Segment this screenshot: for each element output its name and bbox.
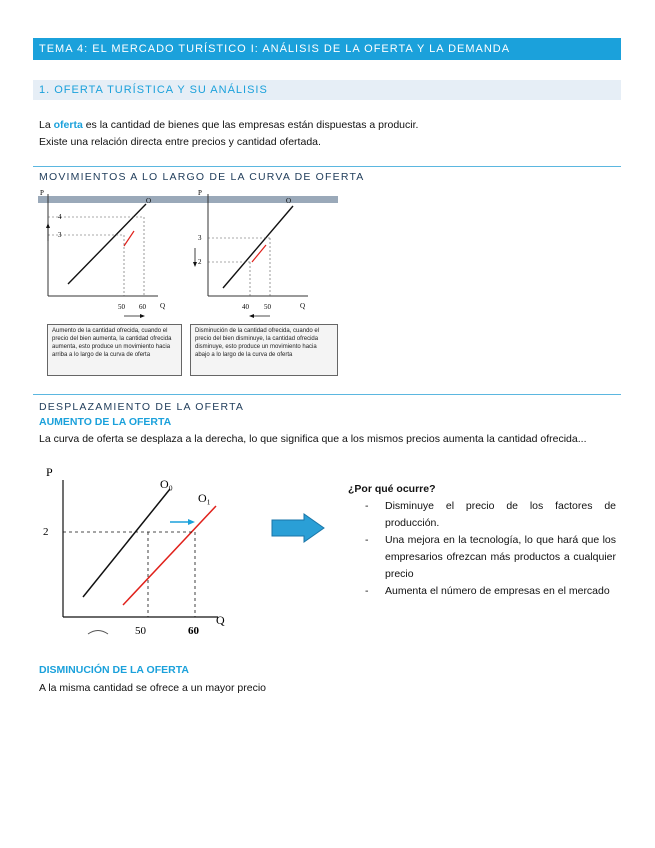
intro-paragraph-2: Existe una relación directa entre precios y cantidad ofertada. (39, 136, 321, 148)
left-movement-segment (124, 231, 134, 246)
why-list (362, 498, 616, 600)
shift-qty0-label: 50 (135, 625, 146, 637)
intro-paragraph-1 (39, 118, 418, 132)
movement-charts (38, 186, 340, 326)
left-supply-curve (68, 204, 146, 284)
left-qty-high: 60 (139, 303, 146, 311)
increase-text: La curva de oferta se desplaza a la derecha, lo que significa que a los mismos precios aumenta la cantidad ofrecida... (39, 433, 587, 445)
bullet-dash: - (365, 534, 369, 546)
why-item-text: Disminuye el precio de los factores de producción. (385, 500, 616, 529)
intro-text-end: es la cantidad de bienes que las empresas están dispuestas a producir. (82, 119, 419, 131)
left-y-axis-label: P (40, 189, 44, 197)
left-supply-chart (40, 189, 165, 318)
topic-title: TEMA 4: EL MERCADO TURÍSTICO I: ANÁLISIS DE LA OFERTA Y LA DEMANDA (39, 43, 511, 55)
shift-x-axis-label: Q (216, 613, 225, 627)
list-item (362, 532, 616, 583)
divider (33, 394, 621, 395)
section-title: 1. OFERTA TURÍSTICA Y SU ANÁLISIS (39, 84, 268, 96)
right-arrow-icon (270, 513, 326, 543)
decrease-title: DISMINUCIÓN DE LA OFERTA (39, 664, 189, 676)
supply-shift-chart (38, 462, 238, 642)
shift-heading: DESPLAZAMIENTO DE LA OFERTA (39, 401, 245, 413)
right-price-low: 2 (198, 258, 202, 266)
left-price-low: 3 (58, 231, 62, 239)
right-qty-low: 40 (242, 303, 249, 311)
right-chart-caption: Disminución de la cantidad ofrecida, cuando el precio del bien disminuye, la cantidad ofrecida disminuye, esto produce un movimiento hacia abajo a lo largo de la curva de oferta (190, 324, 338, 376)
bullet-dash: - (365, 585, 369, 597)
section-heading-bar (33, 80, 621, 100)
curve-o0-label: O₀ (160, 477, 173, 491)
bullet-dash: - (365, 500, 369, 512)
left-curve-label: O (146, 197, 152, 205)
supply-curve-o1 (123, 506, 216, 605)
right-y-axis-label: P (198, 189, 202, 197)
shift-price-label: 2 (43, 526, 49, 538)
right-supply-chart (193, 189, 308, 318)
right-supply-curve (223, 206, 293, 288)
left-chart-caption: Aumento de la cantidad ofrecida, cuando el precio del bien aumenta, la cantidad ofrecida aumenta, esto produce un movimiento hacia arriba a lo largo de la curva de oferta (47, 324, 182, 376)
right-curve-label: O (286, 197, 292, 205)
why-title: ¿Por qué ocurre? (348, 483, 436, 495)
movements-heading: MOVIMIENTOS A LO LARGO DE LA CURVA DE OFERTA (39, 171, 365, 183)
intro-keyword: oferta (53, 119, 83, 131)
left-price-high: 4 (58, 213, 62, 221)
list-item (362, 583, 616, 600)
right-qty-high: 50 (264, 303, 271, 311)
why-item-text: Aumenta el número de empresas en el mercado (385, 585, 610, 597)
right-x-axis-label: Q (300, 302, 306, 310)
left-x-axis-label: Q (160, 302, 166, 310)
intro-text-start: La (39, 119, 54, 131)
shift-qty1-label: 60 (188, 625, 199, 637)
figure-header-strip (38, 196, 338, 203)
decrease-text: A la misma cantidad se ofrece a un mayor precio (39, 682, 267, 694)
list-item (362, 498, 616, 532)
right-price-high: 3 (198, 234, 202, 242)
topic-banner (33, 38, 621, 60)
why-item-text: Una mejora en la tecnología, lo que hará que los empresarios ofrezcan más productos a cualquier precio (385, 534, 616, 580)
curve-o1-label: O₁ (198, 491, 211, 505)
shift-y-axis-label: P (46, 465, 53, 479)
supply-curve-o0 (83, 489, 170, 597)
right-movement-segment (252, 245, 266, 262)
left-qty-low: 50 (118, 303, 125, 311)
increase-title: AUMENTO DE LA OFERTA (39, 416, 172, 428)
divider (33, 166, 621, 167)
